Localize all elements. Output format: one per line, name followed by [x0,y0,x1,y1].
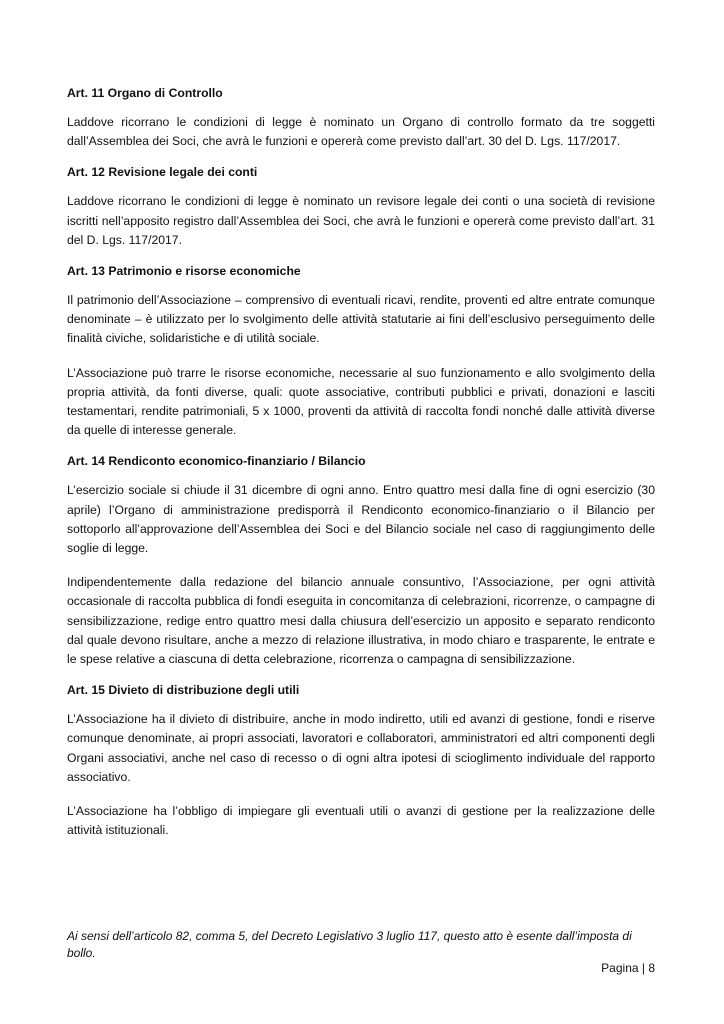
page-content [67,85,655,853]
article-paragraph: Indipendentemente dalla redazione del bilancio annuale consuntivo, l’Associazione, per ogni attività occasionale di raccolta pubblica di fondi eseguita in concomitanza di celebrazioni, ricorrenze, o campagne di sensibilizzazione, redige entro quattro mesi dalla chiusura dell’esercizio un apposito e separato rendiconto dal quale devono risultare, anche a mezzo di relazione illustrativa, in modo chiaro e trasparente, le entrate e le spese relative a ciascuna di detta celebrazione, ricorrenza o campagna di sensibilizzazione. [67,575,655,667]
article-paragraph: L’Associazione ha l’obbligo di impiegare gli eventuali utili o avanzi di gestione per la realizzazione delle attività istituzionali. [67,804,655,838]
article-12 [67,164,655,250]
footer-note: Ai sensi dell’articolo 82, comma 5, del Decreto Legislativo 3 luglio 117, questo atto è esente dall’imposta di bollo. [67,929,632,960]
article-11 [67,85,655,151]
article-paragraph: Laddove ricorrano le condizioni di legge è nominato un revisore legale dei conti o una società di revisione iscritti nell’apposito registro dall’Assemblea dei Soci, che avrà le funzioni e opererà come previsto dall’art. 31 del D. Lgs. 117/2017. [67,194,655,247]
article-title: Art. 14 Rendiconto economico-finanziario / Bilancio [67,454,366,469]
article-paragraph: L’Associazione può trarre le risorse economiche, necessarie al suo funzionamento e allo svolgimento della propria attività, da fonti diverse, quali: quote associative, contributi pubblici e privati, donazioni e lasciti testamentari, rendite patrimoniali, 5 x 1000, proventi da attività di raccolta fondi nonché dalle attività diverse da quelle di interesse generale. [67,365,655,438]
article-14 [67,453,655,669]
article-title: Art. 13 Patrimonio e risorse economiche [67,264,301,279]
article-13 [67,263,655,440]
page-number: Pagina | 8 [601,961,655,975]
article-title: Art. 11 Organo di Controllo [67,86,223,100]
article-title: Art. 15 Divieto di distribuzione degli utili [67,683,300,698]
article-paragraph: L’Associazione ha il divieto di distribuire, anche in modo indiretto, utili ed avanzi di gestione, fondi e riserve comunque denominate, ai propri associati, lavoratori e collaboratori, amministratori ed altri componenti degli Organi associativi, anche nel caso di recesso o di ogni altra ipotesi di scioglimento individuale del rapporto associativo. [67,712,655,784]
article-paragraph: Il patrimonio dell’Associazione – comprensivo di eventuali ricavi, rendite, proventi ed altre entrate comunque denominate – è utilizzato per lo svolgimento delle attività statutarie ai fini dell’esclusivo perseguimento delle finalità civiche, solidaristiche e di utilità sociale. [67,293,655,346]
article-15 [67,682,655,840]
article-title: Art. 12 Revisione legale dei conti [67,165,258,180]
article-paragraph: Laddove ricorrano le condizioni di legge è nominato un Organo di controllo formato da tre soggetti dall’Assemblea dei Soci, che avrà le funzioni e opererà come previsto dall’art. 30 del D. Lgs. 117/2017. [67,115,655,149]
article-paragraph: L’esercizio sociale si chiude il 31 dicembre di ogni anno. Entro quattro mesi dalla fine di ogni esercizio (30 aprile) l’Organo di amministrazione predisporrà il Rendiconto economico-finanziario o il Bilancio per sottoporlo all’approvazione dell’Assemblea dei Soci e del Bilancio sociale nel caso di raggiungimento delle soglie di legge. [67,483,655,556]
